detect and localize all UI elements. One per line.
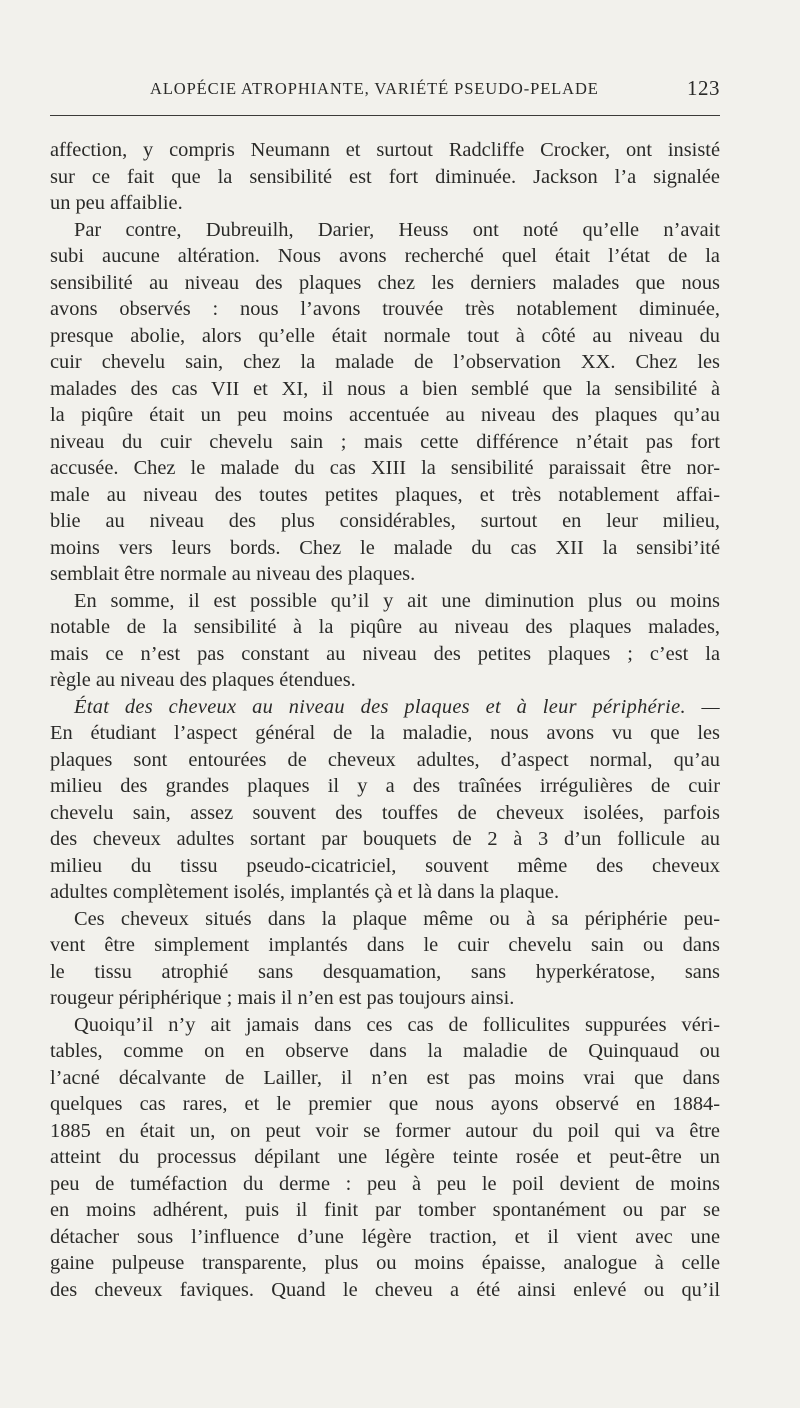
text-line: plaques sont entourées de cheveux adultes, d’aspect normal, qu’au [50,748,720,771]
text-line: sur ce fait que la sensibilité est fort diminuée. Jackson l’a signalée [50,165,720,188]
text-line: malades des cas VII et XI, il nous a bien semblé que la sensibilité à [50,377,720,400]
text-line: rougeur périphérique ; mais il n’en est pas toujours ainsi. [50,987,515,1009]
text-line: règle au niveau des plaques étendues. [50,669,356,691]
text-line: subi aucune altération. Nous avons recherché quel était l’état de la [50,245,720,267]
paragraph-start-line: Ces cheveux situés dans la plaque même ou à sa périphérie peu- [74,907,720,930]
text-line: affection, y compris Neumann et surtout Radcliffe Crocker, ont insisté [50,139,720,161]
text-line: la piqûre était un peu moins accentuée au niveau des plaques qu’au [50,404,720,426]
running-title: ALOPÉCIE ATROPHIANTE, VARIÉTÉ PSEUDO-PELADE [150,79,599,98]
text-line: adultes complètement isolés, implantés çà et là dans la plaque. [50,881,560,903]
text-line: moins vers leurs bords. Chez le malade du cas XII la sensibi’ité [50,536,720,559]
text-line: cuir chevelu sain, chez la malade de l’observation XX. Chez les [50,351,720,373]
paragraph-start-line: Par contre, Dubreuilh, Darier, Heuss ont noté qu’elle n’avait [74,218,720,241]
text-line: tables, comme on en observe dans la maladie de Quinquaud ou [50,1040,720,1062]
text-line: milieu des grandes plaques il y a des traînées irrégulières de cuir [50,775,720,797]
section-heading: État des cheveux au niveau des plaques et à leur périphérie. — [74,695,720,718]
text-line: semblait être normale au niveau des plaques. [50,563,416,585]
text-line: mais ce n’est pas constant au niveau des petites plaques ; c’est la [50,642,720,665]
text-line: chevelu sain, assez souvent des touffes de cheveux isolées, parfois [50,801,720,824]
text-line: un peu affaiblie. [50,192,183,214]
text-line: gaine pulpeuse transparente, plus ou moins épaisse, analogue à celle [50,1252,720,1274]
body-text [50,137,720,1303]
text-line: avons observés : nous l’avons trouvée très notablement diminuée, [50,298,720,320]
text-line: atteint du processus dépilant une légère teinte rosée et peut-être un [50,1146,720,1168]
section-heading-line [50,694,720,721]
text-line: des cheveux adultes sortant par bouquets de 2 à 3 d’un follicule au [50,828,720,850]
text-line: peu de tuméfaction du derme : peu à peu le poil devient de moins [50,1172,720,1195]
text-line: presque abolie, alors qu’elle était normale tout à côté au niveau du [50,324,720,347]
text-line: male au niveau des toutes petites plaques, et très notablement affai- [50,483,720,506]
text-line: accusée. Chez le malade du cas XIII la sensibilité paraissait être nor- [50,457,720,479]
paragraph-start-line: En somme, il est possible qu’il y ait une diminution plus ou moins [74,589,720,612]
text-line: En étudiant l’aspect général de la maladie, nous avons vu que les [50,722,720,744]
paragraph-start-line: Quoiqu’il n’y ait jamais dans ces cas de folliculites suppurées véri- [74,1013,720,1036]
text-line: milieu du tissu pseudo-cicatriciel, souvent même des cheveux [50,854,720,877]
header-rule [50,115,720,116]
text-line: blie au niveau des plus considérables, surtout en leur milieu, [50,510,720,532]
text-line: sensibilité au niveau des plaques chez les derniers malades que nous [50,271,720,294]
text-line: vent être simplement implantés dans le cuir chevelu sain ou dans [50,934,720,956]
text-line: le tissu atrophié sans desquamation, sans hyperkératose, sans [50,960,720,983]
text-line: quelques cas rares, et le premier que nous ayons observé en 1884- [50,1093,720,1115]
text-line: 1885 en était un, on peut voir se former autour du poil qui va être [50,1119,720,1142]
text-line: des cheveux faviques. Quand le cheveu a été ainsi enlevé ou qu’il [50,1278,720,1301]
running-head [50,76,720,106]
text-line: détacher sous l’influence d’une légère traction, et il vient avec une [50,1225,720,1248]
text-line: niveau du cuir chevelu sain ; mais cette différence n’était pas fort [50,430,720,453]
text-line: notable de la sensibilité à la piqûre au niveau des plaques malades, [50,616,720,638]
page-number: 123 [687,76,720,100]
text-line: en moins adhérent, puis il finit par tomber spontanément ou par se [50,1199,720,1221]
text-line: l’acné décalvante de Lailler, il n’en est pas moins vrai que dans [50,1066,720,1089]
